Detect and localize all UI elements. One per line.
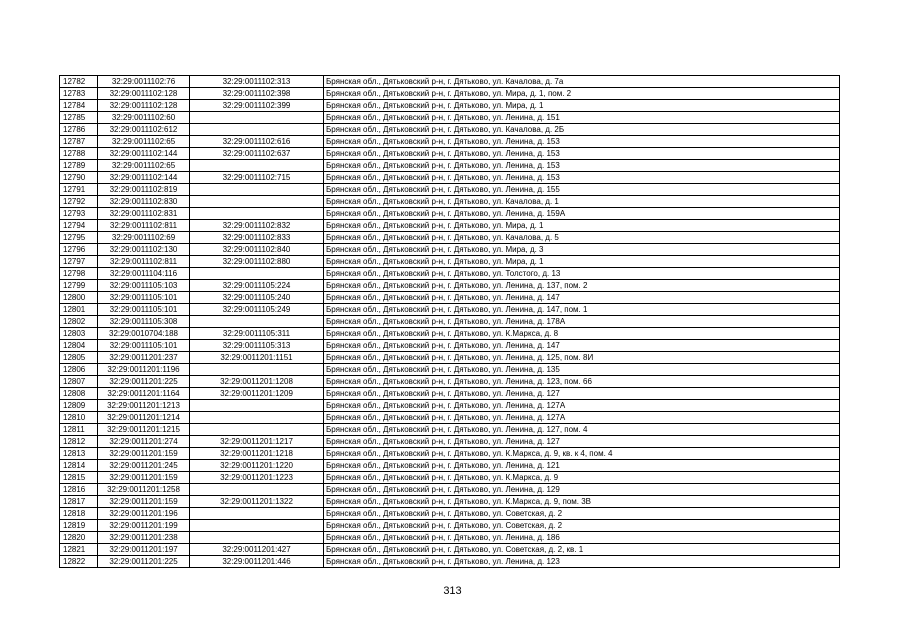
related-cadastral-number-cell: 32:29:0011102:313 [190,76,324,88]
related-cadastral-number-cell: 32:29:0011105:311 [190,328,324,340]
cadastral-number-cell: 32:29:0011201:274 [98,436,190,448]
row-number-cell: 12788 [60,148,98,160]
cadastral-number-cell: 32:29:0011201:238 [98,532,190,544]
row-number-cell: 12798 [60,268,98,280]
cadastral-number-cell: 32:29:0011201:1164 [98,388,190,400]
table-row [60,544,840,556]
related-cadastral-number-cell [190,364,324,376]
table-row [60,100,840,112]
table-row [60,148,840,160]
table-row [60,472,840,484]
related-cadastral-number-cell: 32:29:0011201:427 [190,544,324,556]
address-cell: Брянская обл., Дятьковский р-н, г. Дятьково, ул. К.Маркса, д. 8 [324,328,840,340]
row-number-cell: 12807 [60,376,98,388]
row-number-cell: 12812 [60,436,98,448]
related-cadastral-number-cell: 32:29:0011102:833 [190,232,324,244]
related-cadastral-number-cell: 32:29:0011201:1151 [190,352,324,364]
related-cadastral-number-cell: 32:29:0011105:224 [190,280,324,292]
address-cell: Брянская обл., Дятьковский р-н, г. Дятьково, ул. Ленина, д. 147 [324,340,840,352]
address-cell: Брянская обл., Дятьковский р-н, г. Дятьково, ул. Советская, д. 2 [324,508,840,520]
table-row [60,136,840,148]
table-row [60,316,840,328]
cadastral-number-cell: 32:29:0011104:116 [98,268,190,280]
table-row [60,496,840,508]
cadastral-number-cell: 32:29:0011102:76 [98,76,190,88]
related-cadastral-number-cell [190,424,324,436]
row-number-cell: 12795 [60,232,98,244]
cadastral-number-cell: 32:29:0011102:811 [98,220,190,232]
cadastral-number-cell: 32:29:0011105:101 [98,292,190,304]
table-row [60,412,840,424]
related-cadastral-number-cell [190,124,324,136]
related-cadastral-number-cell: 32:29:0011201:446 [190,556,324,568]
cadastral-number-cell: 32:29:0011201:1258 [98,484,190,496]
cadastral-number-cell: 32:29:0011105:101 [98,304,190,316]
row-number-cell: 12822 [60,556,98,568]
related-cadastral-number-cell: 32:29:0011105:313 [190,340,324,352]
cadastral-number-cell: 32:29:0011105:308 [98,316,190,328]
row-number-cell: 12819 [60,520,98,532]
address-cell: Брянская обл., Дятьковский р-н, г. Дятьково, ул. Ленина, д. 135 [324,364,840,376]
row-number-cell: 12804 [60,340,98,352]
table-row [60,484,840,496]
related-cadastral-number-cell: 32:29:0011102:616 [190,136,324,148]
address-cell: Брянская обл., Дятьковский р-н, г. Дятьково, ул. Ленина, д. 151 [324,112,840,124]
table-row [60,460,840,472]
table-row [60,508,840,520]
related-cadastral-number-cell: 32:29:0011201:1223 [190,472,324,484]
row-number-cell: 12782 [60,76,98,88]
related-cadastral-number-cell: 32:29:0011102:715 [190,172,324,184]
table-row [60,208,840,220]
table-row [60,364,840,376]
table-row [60,340,840,352]
related-cadastral-number-cell: 32:29:0011102:637 [190,148,324,160]
cadastral-number-cell: 32:29:0011201:159 [98,496,190,508]
address-cell: Брянская обл., Дятьковский р-н, г. Дятьково, ул. Ленина, д. 153 [324,148,840,160]
row-number-cell: 12809 [60,400,98,412]
address-cell: Брянская обл., Дятьковский р-н, г. Дятьково, ул. Ленина, д. 178А [324,316,840,328]
table-row [60,376,840,388]
table-row [60,112,840,124]
related-cadastral-number-cell: 32:29:0011201:1209 [190,388,324,400]
related-cadastral-number-cell [190,484,324,496]
address-cell: Брянская обл., Дятьковский р-н, г. Дятьково, ул. Ленина, д. 127 [324,436,840,448]
related-cadastral-number-cell [190,400,324,412]
cadastral-number-cell: 32:29:0011102:144 [98,172,190,184]
row-number-cell: 12797 [60,256,98,268]
related-cadastral-number-cell: 32:29:0011102:840 [190,244,324,256]
table-row [60,424,840,436]
related-cadastral-number-cell [190,184,324,196]
cadastral-number-cell: 32:29:0011102:819 [98,184,190,196]
address-cell: Брянская обл., Дятьковский р-н, г. Дятьково, ул. К.Маркса, д. 9, кв. к 4, пом. 4 [324,448,840,460]
table-row [60,76,840,88]
address-cell: Брянская обл., Дятьковский р-н, г. Дятьково, ул. Ленина, д. 127А [324,412,840,424]
address-cell: Брянская обл., Дятьковский р-н, г. Дятьково, ул. Ленина, д. 155 [324,184,840,196]
related-cadastral-number-cell [190,316,324,328]
registry-table [59,75,840,568]
page-number: 313 [443,585,462,597]
table-row [60,232,840,244]
address-cell: Брянская обл., Дятьковский р-н, г. Дятьково, ул. Ленина, д. 127 [324,388,840,400]
cadastral-number-cell: 32:29:0010704:188 [98,328,190,340]
table-row [60,184,840,196]
address-cell: Брянская обл., Дятьковский р-н, г. Дятьково, ул. Толстого, д. 13 [324,268,840,280]
row-number-cell: 12789 [60,160,98,172]
related-cadastral-number-cell: 32:29:0011105:240 [190,292,324,304]
address-cell: Брянская обл., Дятьковский р-н, г. Дятьково, ул. Ленина, д. 153 [324,136,840,148]
row-number-cell: 12800 [60,292,98,304]
address-cell: Брянская обл., Дятьковский р-н, г. Дятьково, ул. Ленина, д. 159А [324,208,840,220]
address-cell: Брянская обл., Дятьковский р-н, г. Дятьково, ул. Ленина, д. 147 [324,292,840,304]
row-number-cell: 12814 [60,460,98,472]
cadastral-number-cell: 32:29:0011105:101 [98,340,190,352]
cadastral-number-cell: 32:29:0011102:65 [98,136,190,148]
cadastral-number-cell: 32:29:0011102:830 [98,196,190,208]
row-number-cell: 12803 [60,328,98,340]
related-cadastral-number-cell [190,208,324,220]
related-cadastral-number-cell: 32:29:0011102:832 [190,220,324,232]
address-cell: Брянская обл., Дятьковский р-н, г. Дятьково, ул. Ленина, д. 153 [324,160,840,172]
cadastral-number-cell: 32:29:0011201:196 [98,508,190,520]
related-cadastral-number-cell: 32:29:0011201:1218 [190,448,324,460]
row-number-cell: 12818 [60,508,98,520]
row-number-cell: 12806 [60,364,98,376]
related-cadastral-number-cell: 32:29:0011201:1217 [190,436,324,448]
address-cell: Брянская обл., Дятьковский р-н, г. Дятьково, ул. Качалова, д. 1 [324,196,840,208]
table-row [60,556,840,568]
address-cell: Брянская обл., Дятьковский р-н, г. Дятьково, ул. Ленина, д. 129 [324,484,840,496]
row-number-cell: 12796 [60,244,98,256]
cadastral-number-cell: 32:29:0011201:225 [98,556,190,568]
related-cadastral-number-cell: 32:29:0011102:399 [190,100,324,112]
address-cell: Брянская обл., Дятьковский р-н, г. Дятьково, ул. Ленина, д. 153 [324,172,840,184]
table-row [60,400,840,412]
table-row [60,244,840,256]
table-row [60,172,840,184]
table-row [60,220,840,232]
table-row [60,268,840,280]
cadastral-number-cell: 32:29:0011201:1214 [98,412,190,424]
row-number-cell: 12808 [60,388,98,400]
address-cell: Брянская обл., Дятьковский р-н, г. Дятьково, ул. Качалова, д. 7а [324,76,840,88]
table-row [60,388,840,400]
row-number-cell: 12805 [60,352,98,364]
cadastral-number-cell: 32:29:0011105:103 [98,280,190,292]
address-cell: Брянская обл., Дятьковский р-н, г. Дятьково, ул. Ленина, д. 186 [324,532,840,544]
cadastral-number-cell: 32:29:0011201:159 [98,472,190,484]
row-number-cell: 12793 [60,208,98,220]
related-cadastral-number-cell [190,268,324,280]
related-cadastral-number-cell [190,532,324,544]
address-cell: Брянская обл., Дятьковский р-н, г. Дятьково, ул. К.Маркса, д. 9 [324,472,840,484]
row-number-cell: 12816 [60,484,98,496]
row-number-cell: 12801 [60,304,98,316]
row-number-cell: 12799 [60,280,98,292]
address-cell: Брянская обл., Дятьковский р-н, г. Дятьково, ул. К.Маркса, д. 9, пом. 3В [324,496,840,508]
table-row [60,88,840,100]
row-number-cell: 12794 [60,220,98,232]
related-cadastral-number-cell [190,160,324,172]
cadastral-number-cell: 32:29:0011102:69 [98,232,190,244]
address-cell: Брянская обл., Дятьковский р-н, г. Дятьково, ул. Качалова, д. 2Б [324,124,840,136]
cadastral-number-cell: 32:29:0011102:130 [98,244,190,256]
row-number-cell: 12787 [60,136,98,148]
address-cell: Брянская обл., Дятьковский р-н, г. Дятьково, ул. Ленина, д. 121 [324,460,840,472]
table-row [60,328,840,340]
cadastral-number-cell: 32:29:0011201:245 [98,460,190,472]
cadastral-number-cell: 32:29:0011102:811 [98,256,190,268]
cadastral-number-cell: 32:29:0011201:199 [98,520,190,532]
table-row [60,280,840,292]
cadastral-number-cell: 32:29:0011201:1196 [98,364,190,376]
related-cadastral-number-cell: 32:29:0011105:249 [190,304,324,316]
table-row [60,520,840,532]
address-cell: Брянская обл., Дятьковский р-н, г. Дятьково, ул. Ленина, д. 127, пом. 4 [324,424,840,436]
cadastral-number-cell: 32:29:0011102:144 [98,148,190,160]
cadastral-number-cell: 32:29:0011201:197 [98,544,190,556]
address-cell: Брянская обл., Дятьковский р-н, г. Дятьково, ул. Мира, д. 1, пом. 2 [324,88,840,100]
row-number-cell: 12790 [60,172,98,184]
table-row [60,532,840,544]
cadastral-number-cell: 32:29:0011102:128 [98,100,190,112]
table-row [60,304,840,316]
address-cell: Брянская обл., Дятьковский р-н, г. Дятьково, ул. Ленина, д. 137, пом. 2 [324,280,840,292]
row-number-cell: 12785 [60,112,98,124]
row-number-cell: 12784 [60,100,98,112]
address-cell: Брянская обл., Дятьковский р-н, г. Дятьково, ул. Качалова, д. 5 [324,232,840,244]
cadastral-number-cell: 32:29:0011201:159 [98,448,190,460]
table-row [60,436,840,448]
address-cell: Брянская обл., Дятьковский р-н, г. Дятьково, ул. Мира, д. 3 [324,244,840,256]
row-number-cell: 12815 [60,472,98,484]
address-cell: Брянская обл., Дятьковский р-н, г. Дятьково, ул. Ленина, д. 123 [324,556,840,568]
address-cell: Брянская обл., Дятьковский р-н, г. Дятьково, ул. Ленина, д. 147, пом. 1 [324,304,840,316]
related-cadastral-number-cell [190,112,324,124]
row-number-cell: 12821 [60,544,98,556]
table-row [60,160,840,172]
cadastral-number-cell: 32:29:0011102:128 [98,88,190,100]
related-cadastral-number-cell: 32:29:0011201:1220 [190,460,324,472]
address-cell: Брянская обл., Дятьковский р-н, г. Дятьково, ул. Мира, д. 1 [324,100,840,112]
address-cell: Брянская обл., Дятьковский р-н, г. Дятьково, ул. Ленина, д. 127А [324,400,840,412]
table-row [60,448,840,460]
table-row [60,196,840,208]
address-cell: Брянская обл., Дятьковский р-н, г. Дятьково, ул. Советская, д. 2, кв. 1 [324,544,840,556]
row-number-cell: 12791 [60,184,98,196]
address-cell: Брянская обл., Дятьковский р-н, г. Дятьково, ул. Советская, д. 2 [324,520,840,532]
cadastral-number-cell: 32:29:0011102:60 [98,112,190,124]
related-cadastral-number-cell: 32:29:0011201:1322 [190,496,324,508]
related-cadastral-number-cell [190,520,324,532]
row-number-cell: 12783 [60,88,98,100]
cadastral-number-cell: 32:29:0011102:831 [98,208,190,220]
address-cell: Брянская обл., Дятьковский р-н, г. Дятьково, ул. Мира, д. 1 [324,220,840,232]
row-number-cell: 12792 [60,196,98,208]
related-cadastral-number-cell: 32:29:0011102:880 [190,256,324,268]
cadastral-number-cell: 32:29:0011102:612 [98,124,190,136]
table-row [60,256,840,268]
row-number-cell: 12786 [60,124,98,136]
address-cell: Брянская обл., Дятьковский р-н, г. Дятьково, ул. Мира, д. 1 [324,256,840,268]
address-cell: Брянская обл., Дятьковский р-н, г. Дятьково, ул. Ленина, д. 125, пом. 8И [324,352,840,364]
related-cadastral-number-cell [190,412,324,424]
cadastral-number-cell: 32:29:0011201:1215 [98,424,190,436]
table-row [60,124,840,136]
related-cadastral-number-cell: 32:29:0011102:398 [190,88,324,100]
related-cadastral-number-cell [190,196,324,208]
table-row [60,292,840,304]
row-number-cell: 12810 [60,412,98,424]
cadastral-number-cell: 32:29:0011102:65 [98,160,190,172]
row-number-cell: 12817 [60,496,98,508]
row-number-cell: 12813 [60,448,98,460]
row-number-cell: 12820 [60,532,98,544]
row-number-cell: 12802 [60,316,98,328]
related-cadastral-number-cell [190,508,324,520]
row-number-cell: 12811 [60,424,98,436]
address-cell: Брянская обл., Дятьковский р-н, г. Дятьково, ул. Ленина, д. 123, пом. 66 [324,376,840,388]
cadastral-number-cell: 32:29:0011201:225 [98,376,190,388]
table-row [60,352,840,364]
cadastral-number-cell: 32:29:0011201:237 [98,352,190,364]
cadastral-number-cell: 32:29:0011201:1213 [98,400,190,412]
related-cadastral-number-cell: 32:29:0011201:1208 [190,376,324,388]
registry-table-body [60,76,840,568]
